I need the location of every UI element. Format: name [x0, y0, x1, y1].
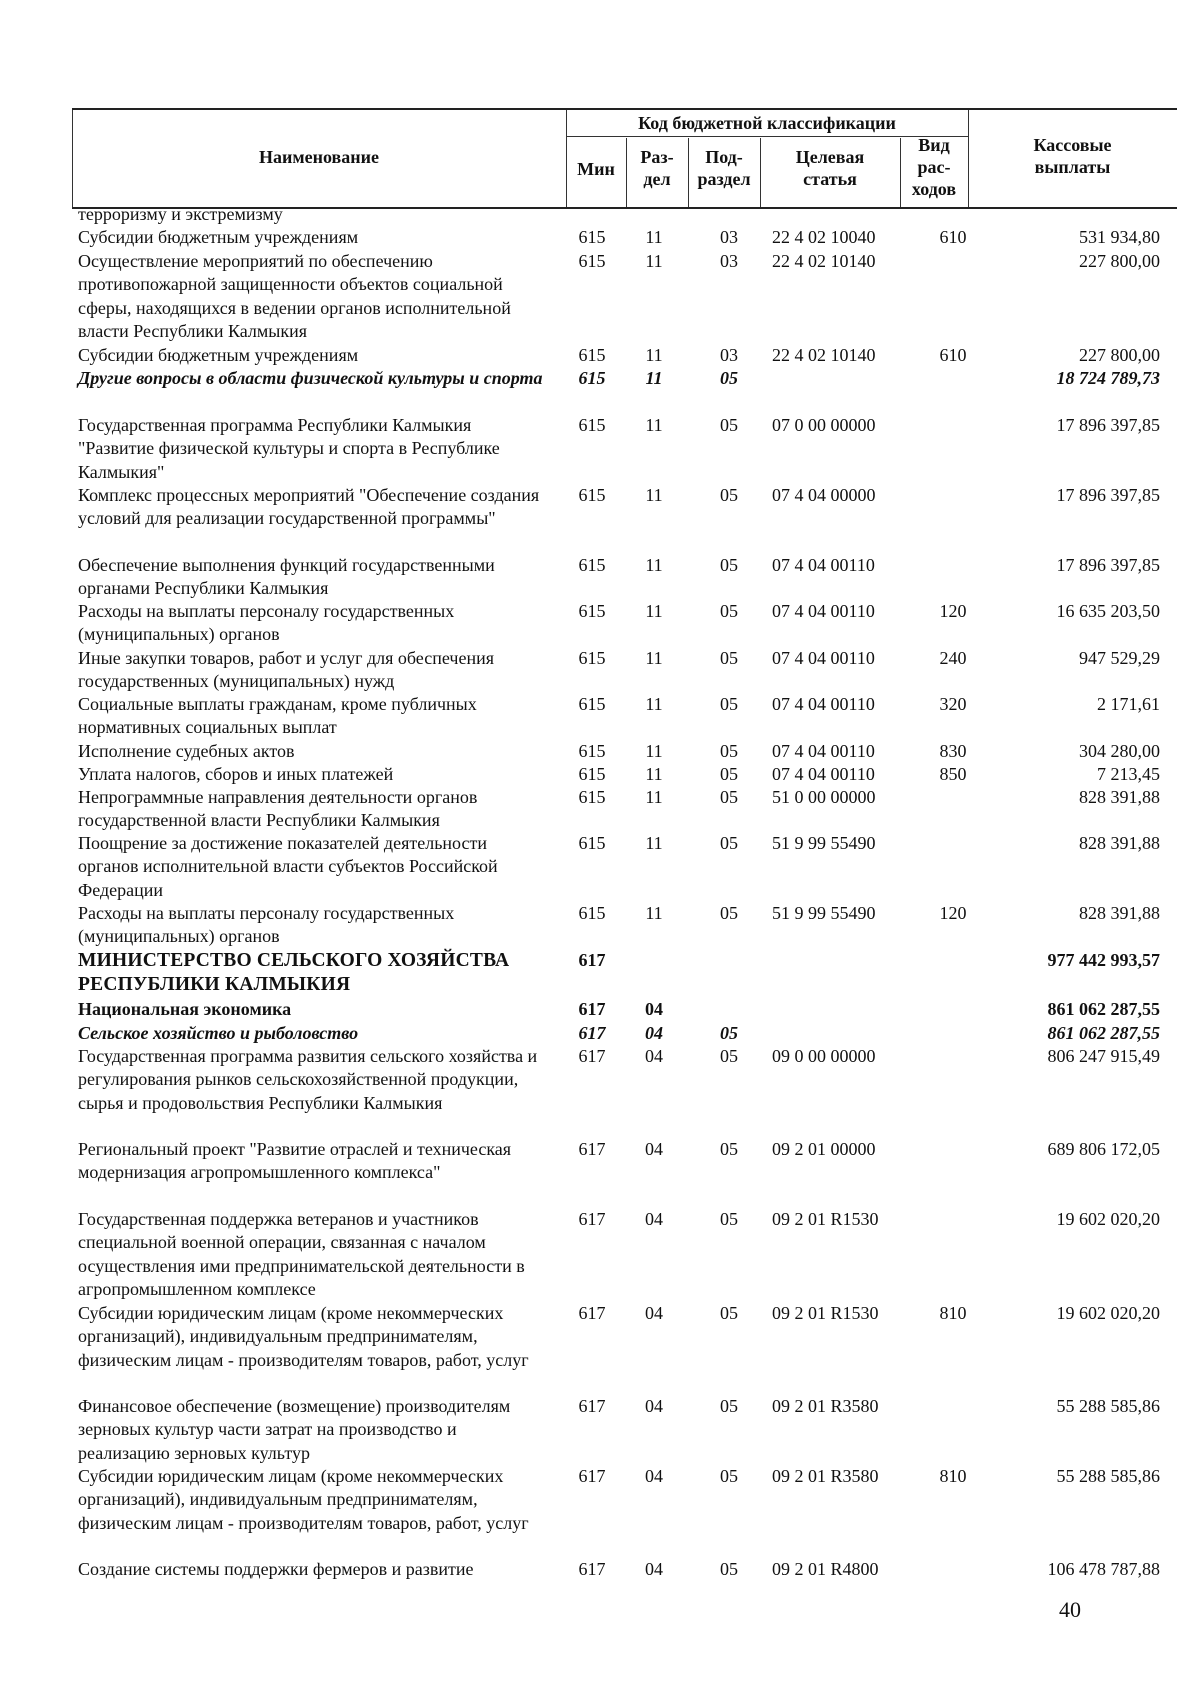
row-sum: 828 391,88: [1079, 903, 1160, 923]
row-sum: 828 391,88: [1079, 833, 1160, 853]
row-min: 615: [578, 903, 606, 923]
row-podrazdel: 05: [720, 648, 738, 668]
row-razdel: 11: [645, 485, 663, 505]
row-razdel: 11: [645, 903, 663, 923]
header-min: Мин: [577, 159, 615, 179]
row-min: 615: [578, 415, 606, 435]
row-min: 615: [578, 833, 606, 853]
row-min: 615: [578, 251, 606, 271]
table-header: [72, 108, 1177, 209]
row-vid: 850: [939, 764, 967, 784]
row-name: Поощрение за достижение показателей деятельности органов исполнительной власти субъектов Российской Федерации: [78, 833, 498, 900]
row-celevaya: 07 4 04 00110: [772, 764, 875, 784]
row-min: 617: [578, 999, 606, 1019]
row-sum: 16 635 203,50: [1056, 601, 1160, 621]
row-podrazdel: 05: [720, 1023, 738, 1043]
row-razdel: 04: [645, 999, 663, 1019]
row-min: 617: [578, 1023, 606, 1043]
row-podrazdel: 05: [720, 833, 738, 853]
row-sum: 18 724 789,73: [1056, 368, 1160, 388]
row-name: Государственная поддержка ветеранов и участников специальной военной операции, связанная с началом осуществления ими предпринимательской деятельности в агропромышленном комплексе: [78, 1209, 525, 1300]
row-sum: 106 478 787,88: [1047, 1559, 1160, 1579]
row-podrazdel: 03: [720, 251, 738, 271]
row-min: 617: [578, 1209, 606, 1229]
row-sum: 861 062 287,55: [1047, 999, 1160, 1019]
row-vid: 240: [939, 648, 967, 668]
row-razdel: 11: [645, 694, 663, 714]
row-min: 615: [578, 227, 606, 247]
row-sum: 227 800,00: [1079, 345, 1160, 365]
row-celevaya: 51 0 00 00000: [772, 787, 876, 807]
row-name: Расходы на выплаты персоналу государственных (муниципальных) органов: [78, 601, 455, 645]
row-name: Социальные выплаты гражданам, кроме публичных нормативных социальных выплат: [78, 694, 477, 738]
row-razdel: 11: [645, 787, 663, 807]
row-name: Создание системы поддержки фермеров и развитие: [78, 1559, 474, 1579]
row-razdel: 11: [645, 833, 663, 853]
row-razdel: 11: [645, 251, 663, 271]
row-name: Национальная экономика: [78, 999, 292, 1019]
row-sum: 7 213,45: [1097, 764, 1160, 784]
row-sum: 19 602 020,20: [1056, 1209, 1160, 1229]
row-sum: 17 896 397,85: [1056, 555, 1160, 575]
row-min: 615: [578, 694, 606, 714]
row-razdel: 11: [645, 227, 663, 247]
row-razdel: 11: [645, 764, 663, 784]
row-vid: 120: [939, 903, 967, 923]
row-razdel: 04: [645, 1466, 663, 1486]
row-celevaya: 51 9 99 55490: [772, 903, 876, 923]
row-razdel: 11: [645, 415, 663, 435]
row-name: Иные закупки товаров, работ и услуг для обеспечения государственных (муниципальных) нужд: [78, 648, 494, 692]
row-name: Обеспечение выполнения функций государственными органами Республики Калмыкия: [78, 555, 495, 599]
row-name: Субсидии юридическим лицам (кроме некоммерческих организаций), индивидуальным предпринимателям, физическим лицам - производителям товаров, работ, услуг: [78, 1466, 529, 1533]
row-sum: 17 896 397,85: [1056, 485, 1160, 505]
header-vid: Вид рас- ходов: [911, 135, 957, 199]
row-sum: 19 602 020,20: [1056, 1303, 1160, 1323]
row-podrazdel: 05: [720, 1209, 738, 1229]
row-celevaya: 09 2 01 R3580: [772, 1466, 879, 1486]
row-name: Осуществление мероприятий по обеспечению противопожарной защищенности объектов социальной сферы, находящихся в ведении органов исполнительной власти Республики Калмыкия: [78, 251, 511, 342]
row-celevaya: 09 0 00 00000: [772, 1046, 876, 1066]
row-min: 615: [578, 787, 606, 807]
row-name: МИНИСТЕРСТВО СЕЛЬСКОГО ХОЗЯЙСТВА РЕСПУБЛИКИ КАЛМЫКИЯ: [78, 950, 510, 995]
row-celevaya: 22 4 02 10140: [772, 251, 876, 271]
row-celevaya: 07 4 04 00110: [772, 741, 875, 761]
row-name: Субсидии бюджетным учреждениям: [78, 345, 359, 365]
row-podrazdel: 05: [720, 1139, 738, 1159]
row-razdel: 11: [645, 601, 663, 621]
row-razdel: 04: [645, 1209, 663, 1229]
row-name: Сельское хозяйство и рыболовство: [78, 1023, 359, 1043]
row-min: 617: [578, 1396, 606, 1416]
row-celevaya: 09 2 01 R4800: [772, 1559, 879, 1579]
row-sum: 2 171,61: [1097, 694, 1160, 714]
row-podrazdel: 05: [720, 1396, 738, 1416]
row-celevaya: 07 4 04 00000: [772, 485, 876, 505]
row-vid: 810: [939, 1303, 967, 1323]
row-vid: 810: [939, 1466, 967, 1486]
row-min: 617: [578, 1559, 606, 1579]
header-celevaya: Целевая статья: [795, 147, 865, 189]
row-celevaya: 07 0 00 00000: [772, 415, 876, 435]
row-name: Другие вопросы в области физической культуры и спорта: [78, 368, 543, 388]
row-sum: 227 800,00: [1079, 251, 1160, 271]
row-sum: 689 806 172,05: [1047, 1139, 1160, 1159]
row-podrazdel: 05: [720, 1466, 738, 1486]
row-min: 615: [578, 601, 606, 621]
row-vid: 610: [939, 345, 967, 365]
row-podrazdel: 05: [720, 1303, 738, 1323]
row-min: 615: [578, 741, 606, 761]
row-min: 617: [578, 1303, 606, 1323]
header-podrazdel: Под- раздел: [697, 147, 751, 189]
row-razdel: 04: [645, 1023, 663, 1043]
row-name: Государственная программа Республики Калмыкия "Развитие физической культуры и спорта в Республике Калмыкия": [78, 415, 500, 482]
row-podrazdel: 05: [720, 903, 738, 923]
row-name: Расходы на выплаты персоналу государственных (муниципальных) органов: [78, 903, 455, 947]
row-name: Исполнение судебных актов: [78, 741, 295, 761]
row-razdel: 04: [645, 1303, 663, 1323]
row-razdel: 04: [645, 1139, 663, 1159]
row-sum: 828 391,88: [1079, 787, 1160, 807]
row-name: Субсидии юридическим лицам (кроме некоммерческих организаций), индивидуальным предпринимателям, физическим лицам - производителям товаров, работ, услуг: [78, 1303, 529, 1370]
row-celevaya: 22 4 02 10140: [772, 345, 876, 365]
row-name: Субсидии бюджетным учреждениям: [78, 227, 359, 247]
row-sum: 55 288 585,86: [1056, 1396, 1160, 1416]
row-podrazdel: 05: [720, 1046, 738, 1066]
row-sum: 304 280,00: [1079, 741, 1160, 761]
header-code-group: Код бюджетной классификации: [638, 113, 896, 133]
header-name: Наименование: [259, 147, 379, 167]
row-razdel: 11: [645, 555, 663, 575]
header-razdel: Раз- дел: [640, 147, 674, 189]
row-razdel: 11: [645, 368, 663, 388]
row-min: 617: [578, 1046, 606, 1066]
row-name: Комплекс процессных мероприятий "Обеспечение создания условий для реализации государственной программы": [78, 485, 540, 529]
row-celevaya: 51 9 99 55490: [772, 833, 876, 853]
row-celevaya: 09 2 01 R1530: [772, 1303, 879, 1323]
row-razdel: 04: [645, 1046, 663, 1066]
row-vid: 830: [939, 741, 967, 761]
row-podrazdel: 05: [720, 415, 738, 435]
row-podrazdel: 05: [720, 741, 738, 761]
row-podrazdel: 05: [720, 1559, 738, 1579]
row-min: 617: [578, 950, 606, 970]
row-celevaya: 22 4 02 10040: [772, 227, 876, 247]
row-razdel: 04: [645, 1559, 663, 1579]
row-celevaya: 07 4 04 00110: [772, 648, 875, 668]
row-podrazdel: 05: [720, 368, 738, 388]
row-name: терроризму и экстремизму: [78, 204, 283, 224]
row-min: 615: [578, 485, 606, 505]
row-razdel: 11: [645, 741, 663, 761]
row-vid: 320: [939, 694, 967, 714]
row-celevaya: 07 4 04 00110: [772, 601, 875, 621]
row-name: Государственная программа развития сельского хозяйства и регулирования рынков сельскохозяйственной продукции, сырья и продовольствия Республики Калмыкия: [78, 1046, 538, 1113]
row-razdel: 11: [645, 345, 663, 365]
row-sum: 977 442 993,57: [1047, 950, 1160, 970]
row-celevaya: 09 2 01 00000: [772, 1139, 876, 1159]
row-razdel: 11: [645, 648, 663, 668]
row-sum: 531 934,80: [1079, 227, 1160, 247]
row-sum: 861 062 287,55: [1047, 1023, 1160, 1043]
row-podrazdel: 05: [720, 694, 738, 714]
row-razdel: 04: [645, 1396, 663, 1416]
row-sum: 17 896 397,85: [1056, 415, 1160, 435]
header-kassovye: Кассовые выплаты: [1033, 135, 1112, 177]
row-name: Непрограммные направления деятельности органов государственной власти Республики Калмыкия: [78, 787, 478, 831]
row-podrazdel: 05: [720, 601, 738, 621]
row-vid: 120: [939, 601, 967, 621]
page-number: 40: [1059, 1597, 1081, 1622]
row-min: 615: [578, 764, 606, 784]
row-podrazdel: 05: [720, 555, 738, 575]
row-sum: 806 247 915,49: [1047, 1046, 1160, 1066]
row-min: 617: [578, 1466, 606, 1486]
row-min: 615: [578, 345, 606, 365]
row-celevaya: 07 4 04 00110: [772, 555, 875, 575]
row-name: Уплата налогов, сборов и иных платежей: [78, 764, 394, 784]
row-min: 615: [578, 555, 606, 575]
row-podrazdel: 05: [720, 485, 738, 505]
row-podrazdel: 03: [720, 345, 738, 365]
row-name: Региональный проект "Развитие отраслей и техническая модернизация агропромышленного комплекса": [78, 1139, 512, 1183]
row-min: 615: [578, 368, 606, 388]
row-sum: 55 288 585,86: [1056, 1466, 1160, 1486]
row-min: 615: [578, 648, 606, 668]
row-celevaya: 07 4 04 00110: [772, 694, 875, 714]
row-celevaya: 09 2 01 R1530: [772, 1209, 879, 1229]
row-min: 617: [578, 1139, 606, 1159]
row-name: Финансовое обеспечение (возмещение) производителям зерновых культур части затрат на производство и реализацию зерновых культур: [78, 1396, 511, 1463]
row-sum: 947 529,29: [1079, 648, 1160, 668]
row-podrazdel: 05: [720, 787, 738, 807]
row-celevaya: 09 2 01 R3580: [772, 1396, 879, 1416]
row-podrazdel: 03: [720, 227, 738, 247]
row-podrazdel: 05: [720, 764, 738, 784]
row-vid: 610: [939, 227, 967, 247]
